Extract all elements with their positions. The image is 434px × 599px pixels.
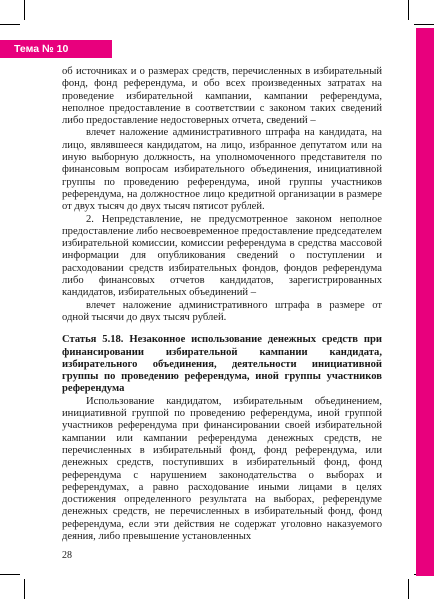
crop-mark [414, 24, 434, 25]
paragraph-1: об источниках и о размерах средств, перечисленных в избирательный фонд, фонд референдума, и обо всех произведенных затратах на проведение избирательной кампании, кампании референдума, неполное предоставление в соответствии с законом таких сведений либо предоставление недостоверных отчета, сведений – [62, 66, 382, 127]
theme-label: Тема № 10 [0, 40, 112, 58]
crop-mark [0, 574, 20, 575]
crop-mark [24, 579, 25, 599]
crop-mark [408, 579, 409, 599]
page-number: 28 [62, 550, 72, 561]
crop-mark [0, 24, 20, 25]
article-heading: Статья 5.18. Незаконное использование денежных средств при финансировании избирательной кампании кандидата, избирательного объединения, деятельности инициативной группы по проведению референдума, иной группы участников референдума [62, 334, 382, 395]
paragraph-2: влечет наложение административного штрафа на кандидата, на лицо, являвшееся кандидатом, на лицо, избранное депутатом или на иную выборную должность, на уполномоченного представителя по финансовым вопросам избирательного объединения, инициативной группы по проведению референдума, иной группы участников референдума, на должностное лицо кредитной организации в размере от двух тысяч до двух тысяч пятисот рублей. [62, 127, 382, 213]
paragraph-3: 2. Непредставление, не предусмотренное законом неполное предоставление либо несвоевременное предоставление председателем избирательной комиссии, комиссии референдума в средства массовой информации для опубликования сведений о поступлении и расходовании средств избирательных фондов, фондов референдума либо финансовых отчетов кандидатов, зарегистрированных кандидатов, избирательных объединений – [62, 213, 382, 299]
page-body [62, 66, 382, 543]
crop-mark [24, 0, 25, 20]
paragraph-5: Использование кандидатом, избирательным объединением, инициативной группой по проведению референдума, иной группой участников референдума при финансировании своей избирательной кампании или кампании референдума денежных средств, не перечисленных в избирательный фонд, фонд референдума, или денежных средств, поступивших в избирательный фонд, фонд референдума с нарушением законодательства о выборах и референдумах, а равно расходование иными лицами в целях достижения определенного результата на выборах, референдуме денежных средств, не перечисленных в избирательный фонд, фонд референдума, если эти действия не содержат уголовно наказуемого деяния, либо превышение установленных [62, 395, 382, 542]
accent-side-bar [416, 28, 434, 576]
paragraph-4: влечет наложение административного штрафа в размере от одной тысячи до двух тысяч рублей. [62, 299, 382, 323]
crop-mark [408, 0, 409, 20]
